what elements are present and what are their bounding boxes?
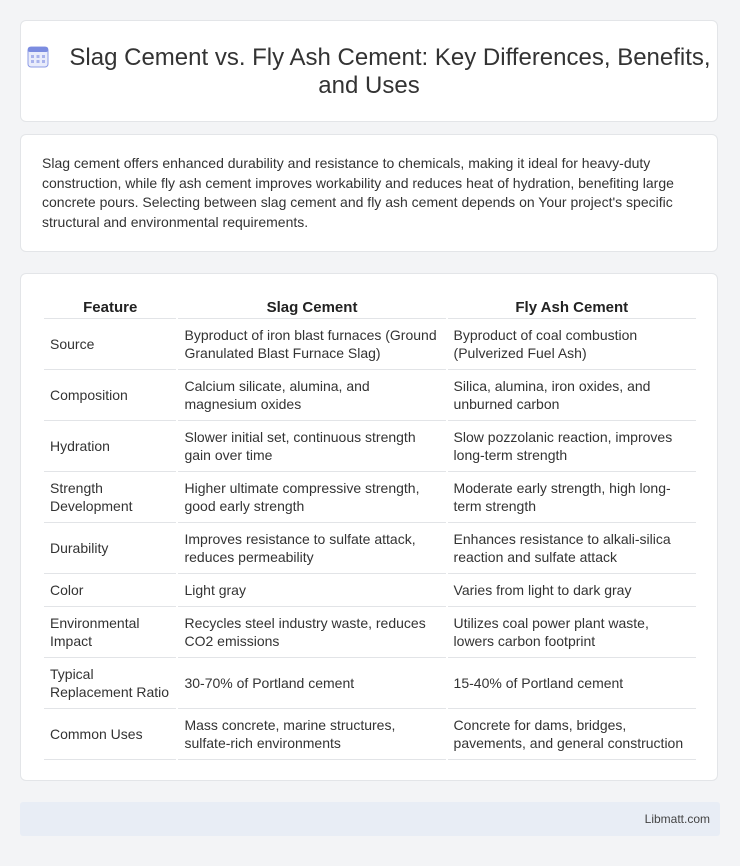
slag-cell: Byproduct of iron blast furnaces (Ground Granulated Blast Furnace Slag) xyxy=(178,319,445,370)
fly-ash-cell: Slow pozzolanic reaction, improves long-term strength xyxy=(448,421,696,472)
page-title: Slag Cement vs. Fly Ash Cement: Key Differences, Benefits, and Uses xyxy=(69,44,711,99)
slag-cell: Improves resistance to sulfate attack, reduces permeability xyxy=(178,523,445,574)
slag-cell: Light gray xyxy=(178,574,445,607)
page-title-wrap xyxy=(21,44,717,100)
intro-card xyxy=(20,134,718,252)
calendar-grid-icon xyxy=(27,46,49,68)
table-row xyxy=(44,607,696,658)
feature-cell: Color xyxy=(44,574,176,607)
table-row xyxy=(44,658,696,709)
slag-cell: Higher ultimate compressive strength, good early strength xyxy=(178,472,445,523)
feature-cell: Source xyxy=(44,319,176,370)
table-header-row xyxy=(44,296,696,319)
fly-ash-cell: Concrete for dams, bridges, pavements, and general construction xyxy=(448,709,696,760)
title-card xyxy=(20,20,718,122)
header-feature: Feature xyxy=(44,296,176,319)
fly-ash-cell: Moderate early strength, high long-term strength xyxy=(448,472,696,523)
footer-bar xyxy=(20,802,720,836)
table-row xyxy=(44,709,696,760)
table-row xyxy=(44,523,696,574)
feature-cell: Hydration xyxy=(44,421,176,472)
fly-ash-cell: Enhances resistance to alkali-silica reaction and sulfate attack xyxy=(448,523,696,574)
feature-cell: Strength Development xyxy=(44,472,176,523)
table-row xyxy=(44,319,696,370)
slag-cell: Slower initial set, continuous strength gain over time xyxy=(178,421,445,472)
feature-cell: Common Uses xyxy=(44,709,176,760)
feature-cell: Durability xyxy=(44,523,176,574)
intro-text: Slag cement offers enhanced durability and resistance to chemicals, making it ideal for heavy-duty construction, while fly ash cement improves workability and reduces heat of hydration, benefiting large concrete pours. Selecting between slag cement and fly ash cement depends on Your project's specific structural and environmental requirements. xyxy=(42,155,674,230)
table-row xyxy=(44,421,696,472)
comparison-card xyxy=(20,273,718,781)
fly-ash-cell: Byproduct of coal combustion (Pulverized Fuel Ash) xyxy=(448,319,696,370)
feature-cell: Typical Replacement Ratio xyxy=(44,658,176,709)
slag-cell: Mass concrete, marine structures, sulfate-rich environments xyxy=(178,709,445,760)
header-slag-cement: Slag Cement xyxy=(178,296,445,319)
table-row xyxy=(44,370,696,421)
table-row xyxy=(44,574,696,607)
feature-cell: Composition xyxy=(44,370,176,421)
fly-ash-cell: 15-40% of Portland cement xyxy=(448,658,696,709)
fly-ash-cell: Varies from light to dark gray xyxy=(448,574,696,607)
slag-cell: Recycles steel industry waste, reduces CO2 emissions xyxy=(178,607,445,658)
slag-cell: Calcium silicate, alumina, and magnesium oxides xyxy=(178,370,445,421)
fly-ash-cell: Silica, alumina, iron oxides, and unburned carbon xyxy=(448,370,696,421)
footer-brand-link[interactable]: Libmatt.com xyxy=(644,812,710,826)
fly-ash-cell: Utilizes coal power plant waste, lowers carbon footprint xyxy=(448,607,696,658)
slag-cell: 30-70% of Portland cement xyxy=(178,658,445,709)
header-fly-ash-cement: Fly Ash Cement xyxy=(448,296,696,319)
feature-cell: Environmental Impact xyxy=(44,607,176,658)
comparison-table xyxy=(42,296,698,760)
table-row xyxy=(44,472,696,523)
